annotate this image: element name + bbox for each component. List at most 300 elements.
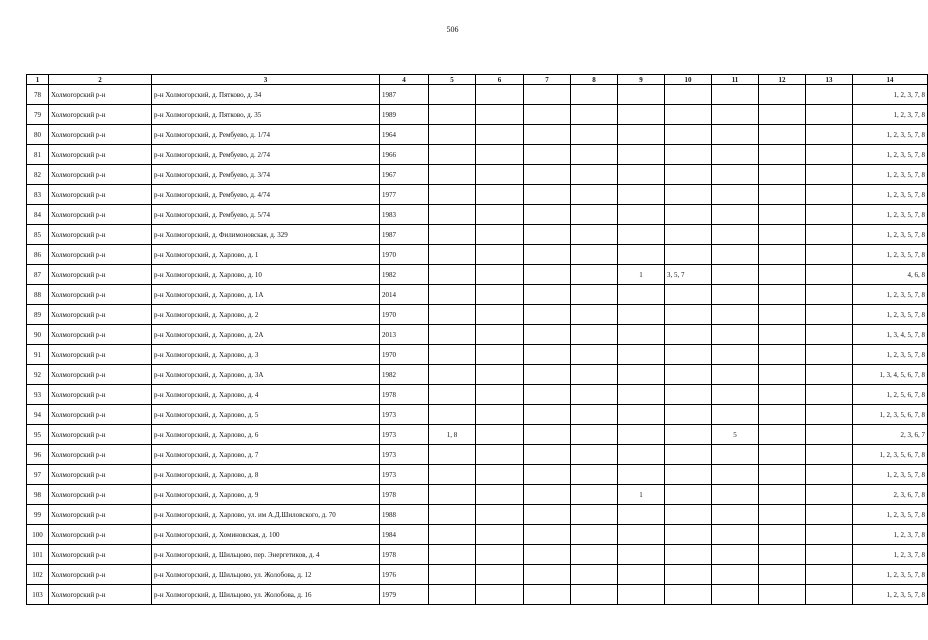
col9-cell: [618, 185, 665, 205]
district-cell: Холмогорский р-н: [49, 425, 152, 445]
col12-cell: [759, 205, 806, 225]
col6-cell: [476, 305, 524, 325]
col7-cell: [524, 105, 571, 125]
col5-cell: [429, 545, 476, 565]
table-row: [27, 85, 928, 105]
row-number-cell: 89: [27, 305, 49, 325]
address-cell: р-н Холмогорский, д. Харлово, д. 6: [152, 425, 380, 445]
col5-cell: [429, 245, 476, 265]
row-number-cell: 102: [27, 565, 49, 585]
col10-cell: [665, 525, 712, 545]
year-cell: 1984: [380, 525, 429, 545]
col8-cell: [571, 405, 618, 425]
address-cell: р-н Холмогорский, д. Шильцово, ул. Жолобова, д. 12: [152, 565, 380, 585]
year-cell: 1978: [380, 485, 429, 505]
col13-cell: [806, 465, 853, 485]
col9-cell: [618, 245, 665, 265]
row-number-cell: 100: [27, 525, 49, 545]
table-row: [27, 345, 928, 365]
col5-cell: [429, 225, 476, 245]
col10-cell: [665, 465, 712, 485]
table-row: [27, 445, 928, 465]
row-number-cell: 86: [27, 245, 49, 265]
district-cell: Холмогорский р-н: [49, 525, 152, 545]
table-row: [27, 105, 928, 125]
col13-cell: [806, 385, 853, 405]
col14-cell: 1, 2, 3, 5, 7, 8: [853, 145, 928, 165]
col11-cell: [712, 205, 759, 225]
col10-cell: [665, 445, 712, 465]
col11-cell: [712, 145, 759, 165]
col8-cell: [571, 365, 618, 385]
table-row: [27, 245, 928, 265]
district-cell: Холмогорский р-н: [49, 85, 152, 105]
col9-cell: [618, 285, 665, 305]
table-row: [27, 165, 928, 185]
col7-cell: [524, 165, 571, 185]
year-cell: 1977: [380, 185, 429, 205]
col11-cell: [712, 185, 759, 205]
col9-cell: [618, 425, 665, 445]
col8-cell: [571, 585, 618, 605]
row-number-cell: 96: [27, 445, 49, 465]
col12-cell: [759, 345, 806, 365]
column-header: 14: [853, 75, 928, 85]
col9-cell: [618, 565, 665, 585]
col13-cell: [806, 245, 853, 265]
year-cell: 1967: [380, 165, 429, 185]
district-cell: Холмогорский р-н: [49, 345, 152, 365]
col10-cell: [665, 85, 712, 105]
col11-cell: 5: [712, 425, 759, 445]
col8-cell: [571, 145, 618, 165]
address-cell: р-н Холмогорский, д. Харлово, д. 3А: [152, 365, 380, 385]
row-number-cell: 92: [27, 365, 49, 385]
col8-cell: [571, 425, 618, 445]
col5-cell: [429, 85, 476, 105]
col5-cell: [429, 205, 476, 225]
col8-cell: [571, 185, 618, 205]
col9-cell: [618, 85, 665, 105]
col8-cell: [571, 505, 618, 525]
col7-cell: [524, 185, 571, 205]
col14-cell: 1, 2, 3, 5, 7, 8: [853, 205, 928, 225]
column-header: 7: [524, 75, 571, 85]
col8-cell: [571, 205, 618, 225]
row-number-cell: 101: [27, 545, 49, 565]
col6-cell: [476, 185, 524, 205]
col11-cell: [712, 105, 759, 125]
col13-cell: [806, 165, 853, 185]
col12-cell: [759, 365, 806, 385]
col12-cell: [759, 165, 806, 185]
col14-cell: 2, 3, 6, 7: [853, 425, 928, 445]
col9-cell: [618, 145, 665, 165]
col7-cell: [524, 345, 571, 365]
col12-cell: [759, 425, 806, 445]
table-row: [27, 365, 928, 385]
district-cell: Холмогорский р-н: [49, 125, 152, 145]
col10-cell: [665, 505, 712, 525]
table-row: [27, 145, 928, 165]
col8-cell: [571, 85, 618, 105]
col5-cell: [429, 145, 476, 165]
col10-cell: [665, 165, 712, 185]
col10-cell: [665, 325, 712, 345]
col11-cell: [712, 125, 759, 145]
table-body: [27, 85, 928, 605]
year-cell: 1978: [380, 385, 429, 405]
district-cell: Холмогорский р-н: [49, 305, 152, 325]
col8-cell: [571, 385, 618, 405]
col12-cell: [759, 145, 806, 165]
column-header: 6: [476, 75, 524, 85]
col12-cell: [759, 125, 806, 145]
district-cell: Холмогорский р-н: [49, 205, 152, 225]
row-number-cell: 80: [27, 125, 49, 145]
district-cell: Холмогорский р-н: [49, 225, 152, 245]
year-cell: 1966: [380, 145, 429, 165]
col11-cell: [712, 485, 759, 505]
col12-cell: [759, 545, 806, 565]
col11-cell: [712, 565, 759, 585]
col11-cell: [712, 405, 759, 425]
col8-cell: [571, 545, 618, 565]
col6-cell: [476, 245, 524, 265]
col14-cell: 1, 2, 3, 5, 7, 8: [853, 505, 928, 525]
col5-cell: [429, 565, 476, 585]
district-cell: Холмогорский р-н: [49, 145, 152, 165]
col14-cell: 1, 2, 3, 7, 8: [853, 105, 928, 125]
col13-cell: [806, 225, 853, 245]
address-cell: р-н Холмогорский, д. Харлово, д. 1А: [152, 285, 380, 305]
col14-cell: 1, 2, 3, 5, 7, 8: [853, 245, 928, 265]
col8-cell: [571, 465, 618, 485]
address-cell: р-н Холмогорский, д. Рембуево, д. 2/74: [152, 145, 380, 165]
col7-cell: [524, 505, 571, 525]
col9-cell: [618, 365, 665, 385]
col10-cell: 3, 5, 7: [665, 265, 712, 285]
col9-cell: [618, 345, 665, 365]
column-header: 8: [571, 75, 618, 85]
col12-cell: [759, 565, 806, 585]
col13-cell: [806, 585, 853, 605]
district-cell: Холмогорский р-н: [49, 165, 152, 185]
column-header: 3: [152, 75, 380, 85]
col6-cell: [476, 125, 524, 145]
col8-cell: [571, 525, 618, 545]
col13-cell: [806, 405, 853, 425]
district-cell: Холмогорский р-н: [49, 505, 152, 525]
col5-cell: [429, 465, 476, 485]
table-row: [27, 465, 928, 485]
col12-cell: [759, 445, 806, 465]
address-cell: р-н Холмогорский, д. Рембуево, д. 3/74: [152, 165, 380, 185]
column-header: 1: [27, 75, 49, 85]
col6-cell: [476, 405, 524, 425]
col10-cell: [665, 245, 712, 265]
col10-cell: [665, 585, 712, 605]
col8-cell: [571, 565, 618, 585]
col10-cell: [665, 425, 712, 445]
table-row: [27, 545, 928, 565]
col9-cell: [618, 445, 665, 465]
col11-cell: [712, 265, 759, 285]
col9-cell: 1: [618, 485, 665, 505]
col7-cell: [524, 85, 571, 105]
col7-cell: [524, 425, 571, 445]
year-cell: 1964: [380, 125, 429, 145]
col5-cell: [429, 445, 476, 465]
row-number-cell: 91: [27, 345, 49, 365]
year-cell: 1976: [380, 565, 429, 585]
col11-cell: [712, 345, 759, 365]
table-row: [27, 185, 928, 205]
col14-cell: 1, 2, 3, 5, 7, 8: [853, 585, 928, 605]
col14-cell: 1, 2, 3, 5, 7, 8: [853, 305, 928, 325]
col5-cell: [429, 105, 476, 125]
col5-cell: [429, 305, 476, 325]
col11-cell: [712, 445, 759, 465]
col11-cell: [712, 305, 759, 325]
col7-cell: [524, 145, 571, 165]
address-cell: р-н Холмогорский, д. Харлово, д. 3: [152, 345, 380, 365]
address-cell: р-н Холмогорский, д. Харлово, д. 4: [152, 385, 380, 405]
address-cell: р-н Холмогорский, д. Хоминовская, д. 100: [152, 525, 380, 545]
table-row: [27, 585, 928, 605]
col7-cell: [524, 305, 571, 325]
table-row: [27, 125, 928, 145]
col6-cell: [476, 465, 524, 485]
year-cell: 1973: [380, 405, 429, 425]
col10-cell: [665, 105, 712, 125]
col7-cell: [524, 205, 571, 225]
col10-cell: [665, 485, 712, 505]
col11-cell: [712, 225, 759, 245]
address-cell: р-н Холмогорский, д. Харлово, д. 10: [152, 265, 380, 285]
col12-cell: [759, 465, 806, 485]
col6-cell: [476, 505, 524, 525]
col5-cell: [429, 525, 476, 545]
col6-cell: [476, 545, 524, 565]
col11-cell: [712, 245, 759, 265]
col13-cell: [806, 525, 853, 545]
col7-cell: [524, 385, 571, 405]
col10-cell: [665, 385, 712, 405]
col8-cell: [571, 345, 618, 365]
col6-cell: [476, 225, 524, 245]
address-cell: р-н Холмогорский, д. Харлово, ул. им А.Д.Шиловского, д. 70: [152, 505, 380, 525]
row-number-cell: 79: [27, 105, 49, 125]
year-cell: 1979: [380, 585, 429, 605]
address-cell: р-н Холмогорский, д. Пятково, д. 34: [152, 85, 380, 105]
col6-cell: [476, 525, 524, 545]
row-number-cell: 81: [27, 145, 49, 165]
col9-cell: [618, 525, 665, 545]
col9-cell: [618, 165, 665, 185]
col11-cell: [712, 85, 759, 105]
col7-cell: [524, 585, 571, 605]
col10-cell: [665, 545, 712, 565]
district-cell: Холмогорский р-н: [49, 185, 152, 205]
col6-cell: [476, 145, 524, 165]
col11-cell: [712, 385, 759, 405]
col10-cell: [665, 145, 712, 165]
col13-cell: [806, 425, 853, 445]
col5-cell: [429, 165, 476, 185]
row-number-cell: 82: [27, 165, 49, 185]
col12-cell: [759, 485, 806, 505]
district-cell: Холмогорский р-н: [49, 545, 152, 565]
col7-cell: [524, 485, 571, 505]
district-cell: Холмогорский р-н: [49, 405, 152, 425]
address-cell: р-н Холмогорский, д. Пятково, д. 35: [152, 105, 380, 125]
col12-cell: [759, 225, 806, 245]
col5-cell: [429, 345, 476, 365]
col7-cell: [524, 545, 571, 565]
column-header: 10: [665, 75, 712, 85]
col5-cell: [429, 585, 476, 605]
col9-cell: [618, 505, 665, 525]
row-number-cell: 87: [27, 265, 49, 285]
row-number-cell: 93: [27, 385, 49, 405]
address-cell: р-н Холмогорский, д. Рембуево, д. 1/74: [152, 125, 380, 145]
row-number-cell: 97: [27, 465, 49, 485]
col8-cell: [571, 285, 618, 305]
col11-cell: [712, 365, 759, 385]
year-cell: 2013: [380, 325, 429, 345]
col9-cell: [618, 545, 665, 565]
col12-cell: [759, 105, 806, 125]
col8-cell: [571, 125, 618, 145]
col13-cell: [806, 545, 853, 565]
col9-cell: [618, 205, 665, 225]
row-number-cell: 88: [27, 285, 49, 305]
col12-cell: [759, 85, 806, 105]
district-cell: Холмогорский р-н: [49, 385, 152, 405]
district-cell: Холмогорский р-н: [49, 585, 152, 605]
col8-cell: [571, 165, 618, 185]
year-cell: 1987: [380, 225, 429, 245]
col9-cell: 1: [618, 265, 665, 285]
col13-cell: [806, 445, 853, 465]
col12-cell: [759, 505, 806, 525]
col13-cell: [806, 265, 853, 285]
col7-cell: [524, 445, 571, 465]
col13-cell: [806, 365, 853, 385]
district-cell: Холмогорский р-н: [49, 445, 152, 465]
col13-cell: [806, 505, 853, 525]
table-row: [27, 265, 928, 285]
col10-cell: [665, 225, 712, 245]
col13-cell: [806, 185, 853, 205]
col6-cell: [476, 265, 524, 285]
column-header: 9: [618, 75, 665, 85]
table-row: [27, 485, 928, 505]
col14-cell: 1, 3, 4, 5, 7, 8: [853, 325, 928, 345]
col6-cell: [476, 285, 524, 305]
col7-cell: [524, 465, 571, 485]
col14-cell: 1, 2, 5, 6, 7, 8: [853, 385, 928, 405]
col9-cell: [618, 125, 665, 145]
district-cell: Холмогорский р-н: [49, 565, 152, 585]
col6-cell: [476, 325, 524, 345]
col13-cell: [806, 345, 853, 365]
col5-cell: [429, 365, 476, 385]
col11-cell: [712, 285, 759, 305]
col14-cell: 1, 2, 3, 7, 8: [853, 525, 928, 545]
col8-cell: [571, 265, 618, 285]
col12-cell: [759, 385, 806, 405]
table-row: [27, 565, 928, 585]
col12-cell: [759, 185, 806, 205]
col14-cell: 1, 2, 3, 5, 7, 8: [853, 465, 928, 485]
col8-cell: [571, 325, 618, 345]
column-header: 5: [429, 75, 476, 85]
col5-cell: 1, 8: [429, 425, 476, 445]
col9-cell: [618, 305, 665, 325]
col5-cell: [429, 325, 476, 345]
district-cell: Холмогорский р-н: [49, 485, 152, 505]
col9-cell: [618, 405, 665, 425]
col7-cell: [524, 245, 571, 265]
col12-cell: [759, 245, 806, 265]
col14-cell: 1, 2, 3, 5, 6, 7, 8: [853, 405, 928, 425]
col11-cell: [712, 545, 759, 565]
column-header: 2: [49, 75, 152, 85]
col7-cell: [524, 565, 571, 585]
col5-cell: [429, 185, 476, 205]
col7-cell: [524, 405, 571, 425]
col5-cell: [429, 505, 476, 525]
col6-cell: [476, 485, 524, 505]
address-cell: р-н Холмогорский, д. Харлово, д. 1: [152, 245, 380, 265]
col5-cell: [429, 385, 476, 405]
col8-cell: [571, 445, 618, 465]
col11-cell: [712, 525, 759, 545]
district-cell: Холмогорский р-н: [49, 265, 152, 285]
year-cell: 1978: [380, 545, 429, 565]
col8-cell: [571, 305, 618, 325]
row-number-cell: 83: [27, 185, 49, 205]
col8-cell: [571, 245, 618, 265]
year-cell: 2014: [380, 285, 429, 305]
table-row: [27, 205, 928, 225]
column-header: 12: [759, 75, 806, 85]
col7-cell: [524, 285, 571, 305]
col11-cell: [712, 325, 759, 345]
col10-cell: [665, 205, 712, 225]
row-number-cell: 95: [27, 425, 49, 445]
col12-cell: [759, 305, 806, 325]
table-row: [27, 325, 928, 345]
address-cell: р-н Холмогорский, д. Харлово, д. 7: [152, 445, 380, 465]
col13-cell: [806, 85, 853, 105]
col14-cell: 1, 2, 3, 5, 7, 8: [853, 125, 928, 145]
col14-cell: 1, 2, 3, 5, 7, 8: [853, 165, 928, 185]
col13-cell: [806, 305, 853, 325]
row-number-cell: 84: [27, 205, 49, 225]
col6-cell: [476, 105, 524, 125]
col10-cell: [665, 305, 712, 325]
col7-cell: [524, 225, 571, 245]
address-cell: р-н Холмогорский, д. Харлово, д. 9: [152, 485, 380, 505]
col13-cell: [806, 205, 853, 225]
col5-cell: [429, 265, 476, 285]
table-row: [27, 525, 928, 545]
year-cell: 1970: [380, 345, 429, 365]
col12-cell: [759, 285, 806, 305]
